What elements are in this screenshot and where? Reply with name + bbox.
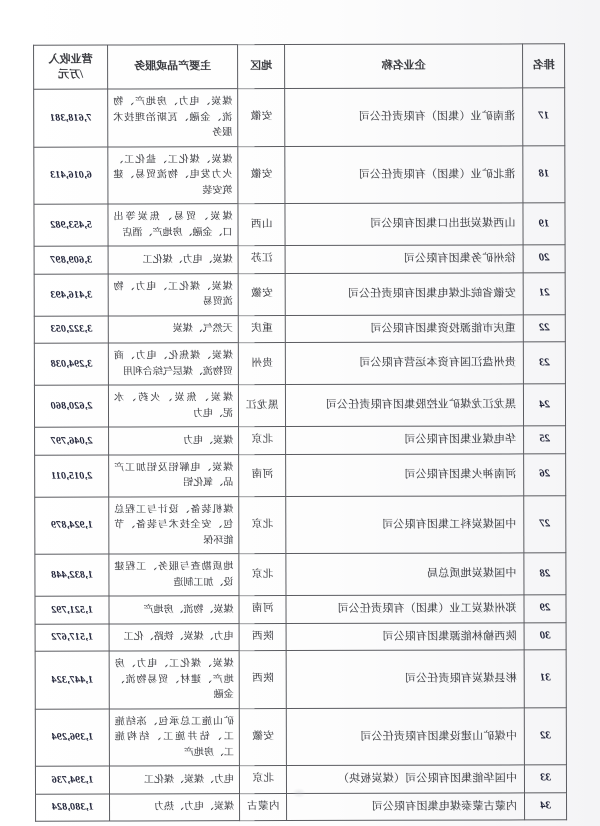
products-cell: 煤炭、电力、热力 <box>110 793 240 821</box>
rank-cell: 33 <box>524 765 566 793</box>
products-cell: 煤炭、煤焦化、电力、商贸物流、煤层气综合利用 <box>108 343 238 385</box>
revenue-cell: 1,380,824 <box>36 794 110 822</box>
revenue-cell: 3,416,493 <box>34 274 108 316</box>
rank-column-header: 排名 <box>523 44 565 88</box>
company-name-cell: 彬县煤炭有限责任公司 <box>286 650 524 708</box>
company-name-cell: 山西煤炭进出口集团有限公司 <box>285 203 523 246</box>
products-cell: 煤炭、焦炭、火药、水泥、电力 <box>108 385 238 427</box>
rank-cell: 22 <box>523 314 565 342</box>
company-name-cell: 贵州盘江国有资本运营有限公司 <box>285 342 523 385</box>
products-cell: 煤炭、电力、房地产、物流、金融、瓦斯治理技术服务 <box>108 89 238 147</box>
region-cell: 江苏 <box>238 246 285 274</box>
company-name-cell: 淮南矿业（集团）有限责任公司 <box>285 88 523 146</box>
region-cell: 贵州 <box>238 343 285 385</box>
region-cell: 北京 <box>239 554 286 596</box>
rank-cell: 18 <box>523 145 565 203</box>
rank-cell: 19 <box>523 203 565 245</box>
region-cell: 重庆 <box>238 315 285 343</box>
revenue-cell: 1,832,448 <box>35 554 109 596</box>
enterprise-ranking-table <box>33 43 567 821</box>
products-cell: 煤炭、贸易、焦炭等出口、金融、房地产、酒店 <box>108 204 238 246</box>
company-name-cell: 内蒙古蒙泰煤电集团有限公司 <box>287 792 525 820</box>
company-name-cell: 中国煤炭地质总局 <box>286 553 524 596</box>
company-name-cell: 陕西榆林能源集团有限公司 <box>286 622 524 650</box>
rank-cell: 34 <box>525 792 567 820</box>
table-row <box>35 707 566 766</box>
company-name-cell: 中国煤炭科工集团有限公司 <box>286 495 524 553</box>
revenue-cell: 1,394,736 <box>35 766 109 794</box>
company-name-cell: 黑龙江龙煤矿业控股集团有限责任公司 <box>285 384 523 427</box>
rank-cell: 26 <box>524 453 566 495</box>
table-row <box>35 622 566 651</box>
rank-cell: 31 <box>524 650 566 708</box>
revenue-cell: 3,609,897 <box>34 246 108 274</box>
company-name-cell: 华电煤业集团有限公司 <box>286 426 524 454</box>
company-name-cell: 安徽省皖北煤电集团有限责任公司 <box>285 272 523 315</box>
table-row <box>34 314 565 343</box>
company-name-cell: 淮北矿业（集团）有限责任公司 <box>285 145 523 203</box>
products-cell: 煤炭、煤化工、盐化工、火力发电、物流贸易、建筑安装 <box>108 146 238 204</box>
region-cell: 安徽 <box>238 273 285 315</box>
rank-cell: 23 <box>523 342 565 384</box>
revenue-cell: 7,618,381 <box>34 89 108 147</box>
company-name-cell: 徐州矿务集团有限公司 <box>285 245 523 273</box>
revenue-cell: 3,322,053 <box>34 316 108 344</box>
region-cell: 安徽 <box>238 89 285 147</box>
table-row <box>34 272 565 315</box>
products-cell: 电力、煤炭、铁路、化工 <box>109 623 239 651</box>
region-column-header: 地区 <box>238 45 285 89</box>
products-cell: 电力、煤炭、煤化工 <box>109 766 239 794</box>
products-cell: 地质勘查与服务、工程建设、加工制造 <box>109 554 239 596</box>
region-cell: 陕西 <box>239 651 286 709</box>
region-cell: 河南 <box>239 596 286 624</box>
table-row <box>34 342 565 385</box>
products-cell: 煤炭、电力、煤化工 <box>108 246 238 274</box>
table-body <box>34 88 567 821</box>
table-row <box>34 145 565 204</box>
table-row <box>34 245 565 274</box>
company-name-cell: 重庆市能源投资集团有限公司 <box>285 314 523 342</box>
region-cell: 北京 <box>239 766 286 794</box>
rank-cell: 24 <box>523 384 565 426</box>
region-cell: 内蒙古 <box>240 793 287 821</box>
table-row <box>35 453 566 496</box>
products-cell: 煤炭、煤化工、电力、房地产、建材、贸易物流、金融 <box>109 651 239 709</box>
table-row <box>35 426 566 455</box>
revenue-cell: 2,046,797 <box>35 427 109 455</box>
rank-cell: 28 <box>524 553 566 595</box>
region-cell: 河南 <box>239 454 286 496</box>
region-cell: 安徽 <box>239 708 286 766</box>
products-cell: 煤炭、电解铝及铝加工产品、氧化铝 <box>109 454 239 496</box>
region-cell: 北京 <box>239 427 286 455</box>
products-column-header: 主要产品或服务 <box>108 45 238 89</box>
revenue-cell: 2,620,860 <box>34 385 108 427</box>
table-row <box>35 553 566 596</box>
rank-cell: 17 <box>523 88 565 146</box>
table-row <box>34 88 565 147</box>
revenue-cell: 6,016,413 <box>34 147 108 205</box>
region-cell: 陕西 <box>239 623 286 651</box>
company-name-cell: 中国华能集团有限公司（煤炭板块） <box>286 765 524 793</box>
table-row <box>35 595 566 624</box>
table-row <box>34 203 565 246</box>
revenue-cell: 1,447,324 <box>35 651 109 709</box>
table-header-row <box>34 44 565 89</box>
rank-cell: 29 <box>524 595 566 623</box>
revenue-cell: 1,521,792 <box>35 596 109 624</box>
products-cell: 矿山施工总承包、冻结施工、钻井施工、结构施工、房地产 <box>109 708 239 766</box>
revenue-cell: 1,517,672 <box>35 624 109 652</box>
revenue-cell: 3,294,038 <box>34 343 108 385</box>
products-cell: 煤炭、物流、房地产 <box>109 596 239 624</box>
rank-cell: 20 <box>523 245 565 273</box>
revenue-header-line2: /万元 <box>58 68 84 81</box>
rank-cell: 21 <box>523 272 565 314</box>
rank-cell: 25 <box>524 426 566 454</box>
products-cell: 煤机装备、设计与工程总包、安全技术与装备、节能环保 <box>109 496 239 554</box>
company-name-cell: 中煤矿山建设集团有限责任公司 <box>286 707 524 765</box>
rank-cell: 32 <box>524 707 566 765</box>
products-cell: 煤炭、电力 <box>109 427 239 455</box>
table-row <box>34 384 565 427</box>
table-row <box>35 650 566 709</box>
rank-cell: 30 <box>524 622 566 650</box>
revenue-cell: 5,453,982 <box>34 204 108 246</box>
rank-cell: 27 <box>524 495 566 553</box>
region-cell: 黑龙江 <box>238 385 285 427</box>
region-cell: 山西 <box>238 204 285 246</box>
company-name-column-header: 企业名称 <box>285 44 523 89</box>
revenue-cell: 1,924,879 <box>35 497 109 555</box>
revenue-cell: 2,015,011 <box>35 455 109 497</box>
products-cell: 煤炭、煤化工、电力、物流贸易 <box>108 273 238 315</box>
region-cell: 安徽 <box>238 146 285 204</box>
products-cell: 天然气、煤炭 <box>108 315 238 343</box>
revenue-header-line1: 营业收入 <box>48 53 93 66</box>
scan-smudge-mark <box>292 788 306 798</box>
region-cell: 北京 <box>239 496 286 554</box>
revenue-cell: 1,396,294 <box>35 709 109 767</box>
revenue-column-header <box>34 45 108 89</box>
company-name-cell: 河南神火集团有限公司 <box>286 453 524 496</box>
company-name-cell: 郑州煤炭工业（集团）有限责任公司 <box>286 595 524 623</box>
table-row <box>35 495 566 554</box>
